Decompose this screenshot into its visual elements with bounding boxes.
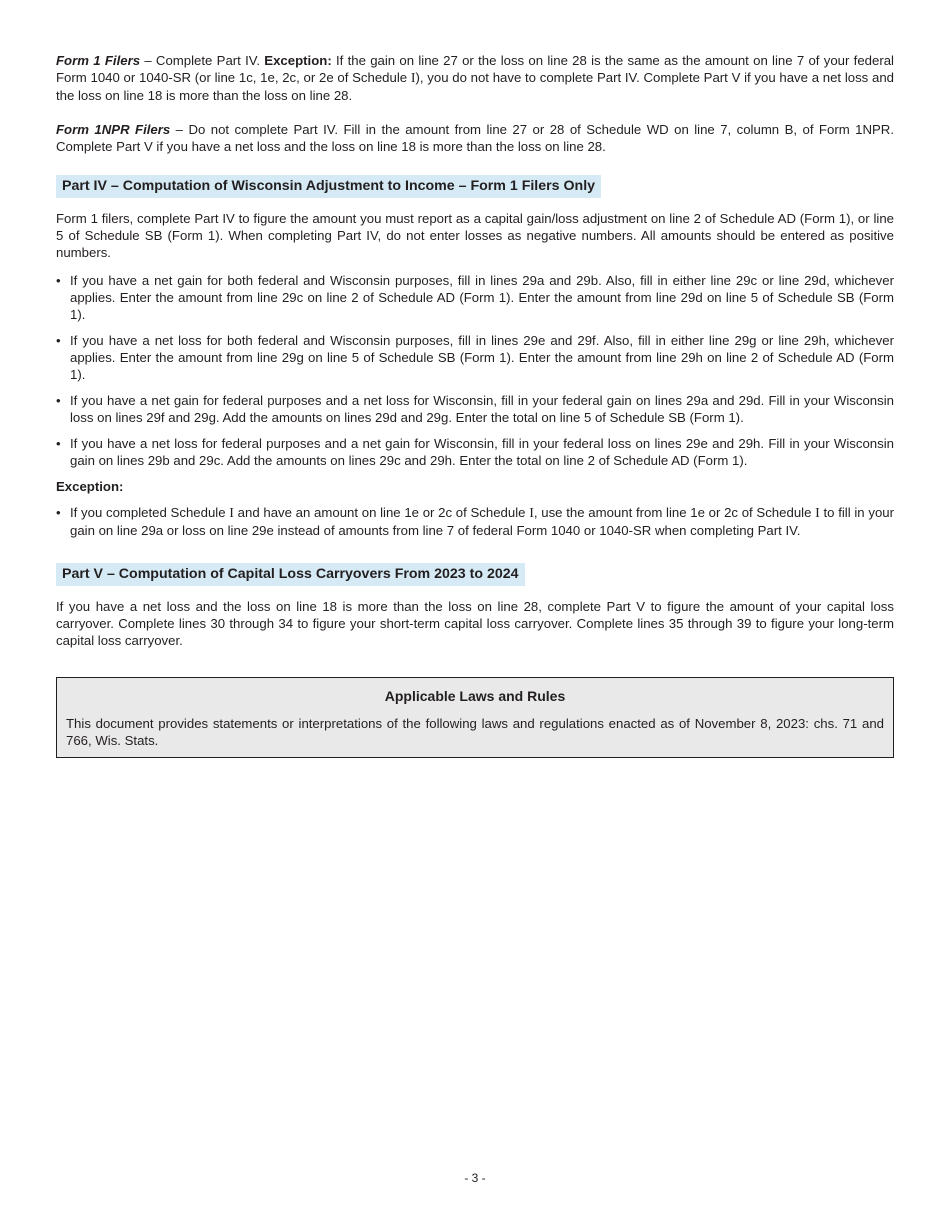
part4-heading: Part IV – Computation of Wisconsin Adjustment to Income – Form 1 Filers Only: [56, 175, 601, 198]
list-item-text: If you have a net loss for federal purposes and a net gain for Wisconsin, fill in your federal loss on lines 29e and 29h. Fill in your Wisconsin gain on lines 29b and 29c. Add the amounts on lines 29c and 29h. Enter the total on line 2 of Schedule AD (Form 1).: [70, 436, 894, 468]
list-item-text: If you have a net loss for both federal and Wisconsin purposes, fill in lines 29e and 29f. Also, fill in either line 29g or line 29h, whichever applies. Enter the amount from line 29g on line 5 of Schedule SB (Form 1). Enter the amount from line 29h on line 2 of Schedule AD (Form 1).: [70, 333, 894, 382]
schedule-i-glyph: I: [529, 506, 534, 521]
list-item: [56, 392, 894, 426]
form1-filers-label: Form 1 Filers: [56, 53, 141, 68]
exception-text-4: to fill in your gain on line 29a or loss on line 29e instead of amounts from line 7 of federal Form 1040 or 1040-SR when completing Part IV.: [70, 505, 894, 538]
part4-exception-list: [56, 504, 894, 539]
form1-exception-text-b: ), you do not have to complete Part IV. Complete Part V if you have a net loss and the loss on line 18 is more than the loss on line 28.: [56, 70, 894, 103]
part4-bullet-list: [56, 272, 894, 469]
bullet-glyph: •: [56, 436, 61, 451]
page-number: - 3 -: [464, 1171, 486, 1185]
list-item-text: If you have a net gain for federal purposes and a net loss for Wisconsin, fill in your federal gain on lines 29a and 29d. Fill in your Wisconsin loss on lines 29f and 29g. Add the amounts on lines 29d and 29g. Enter the total on line 5 of Schedule SB (Form 1).: [70, 393, 894, 425]
schedule-i-glyph: I: [410, 71, 416, 86]
form1npr-filers-paragraph: [56, 121, 894, 155]
part5-paragraph: If you have a net loss and the loss on line 18 is more than the loss on line 28, complete Part V to figure the amount of your capital loss carryover. Complete lines 30 through 34 to figure your short-term capital loss carryover. Complete lines 35 through 39 to figure your long-term capital loss carryover.: [56, 599, 894, 648]
applicable-laws-title: Applicable Laws and Rules: [384, 688, 566, 704]
schedule-i-glyph: I: [229, 506, 234, 521]
applicable-laws-text: This document provides statements or interpretations of the following laws and regulations enacted as of November 8, 2023: chs. 71 and 766, Wis. Stats.: [66, 716, 884, 748]
exception-text-1: If you completed Schedule: [70, 505, 230, 520]
part4-exception-label: Exception:: [56, 479, 124, 494]
list-item: [56, 435, 894, 469]
exception-text-3: , use the amount from line 1e or 2c of Schedule: [533, 505, 816, 520]
exception-text-2: and have an amount on line 1e or 2c of Schedule: [233, 505, 530, 520]
form1-exception-label: Exception:: [264, 53, 332, 68]
list-item: [56, 504, 894, 539]
form1-exception-text-a: If the gain on line 27 or the loss on line 28 is the same as the amount on line 7 of your federal Form 1040 or 1040-SR (or line 1c, 1e, 2c, or 2e of Schedule: [56, 53, 894, 85]
list-item: [56, 272, 894, 323]
document-page: [56, 52, 894, 758]
form1npr-filers-text: – Do not complete Part IV. Fill in the amount from line 27 or 28 of Schedule WD on line 7, column B, of Form 1NPR. Complete Part V if you have a net loss and the loss on line 18 is more than the loss on line 28.: [56, 122, 894, 154]
form1-filers-paragraph: [56, 52, 894, 104]
part4-intro: Form 1 filers, complete Part IV to figure the amount you must report as a capital gain/loss adjustment on line 2 of Schedule AD (Form 1), or line 5 of Schedule SB (Form 1). When completing Part IV, do not enter losses as negative numbers. All amounts should be entered as positive numbers.: [56, 211, 894, 260]
form1npr-filers-label: Form 1NPR Filers: [56, 122, 171, 137]
part5-heading: Part V – Computation of Capital Loss Carryovers From 2023 to 2024: [56, 563, 525, 586]
bullet-glyph: •: [56, 393, 61, 408]
list-item: [56, 332, 894, 383]
bullet-glyph: •: [56, 333, 61, 348]
bullet-glyph: •: [56, 273, 61, 288]
form1-filers-dash-text: – Complete Part IV.: [140, 53, 265, 68]
schedule-i-glyph: I: [815, 506, 820, 521]
applicable-laws-box: [56, 677, 894, 758]
bullet-glyph: •: [56, 505, 61, 520]
list-item-text: If you have a net gain for both federal and Wisconsin purposes, fill in lines 29a and 29b. Also, fill in either line 29c or line 29d, whichever applies. Enter the amount from line 29c on line 2 of Schedule AD (Form 1). Enter the amount from line 29d on line 5 of Schedule SB (Form 1).: [70, 273, 894, 322]
